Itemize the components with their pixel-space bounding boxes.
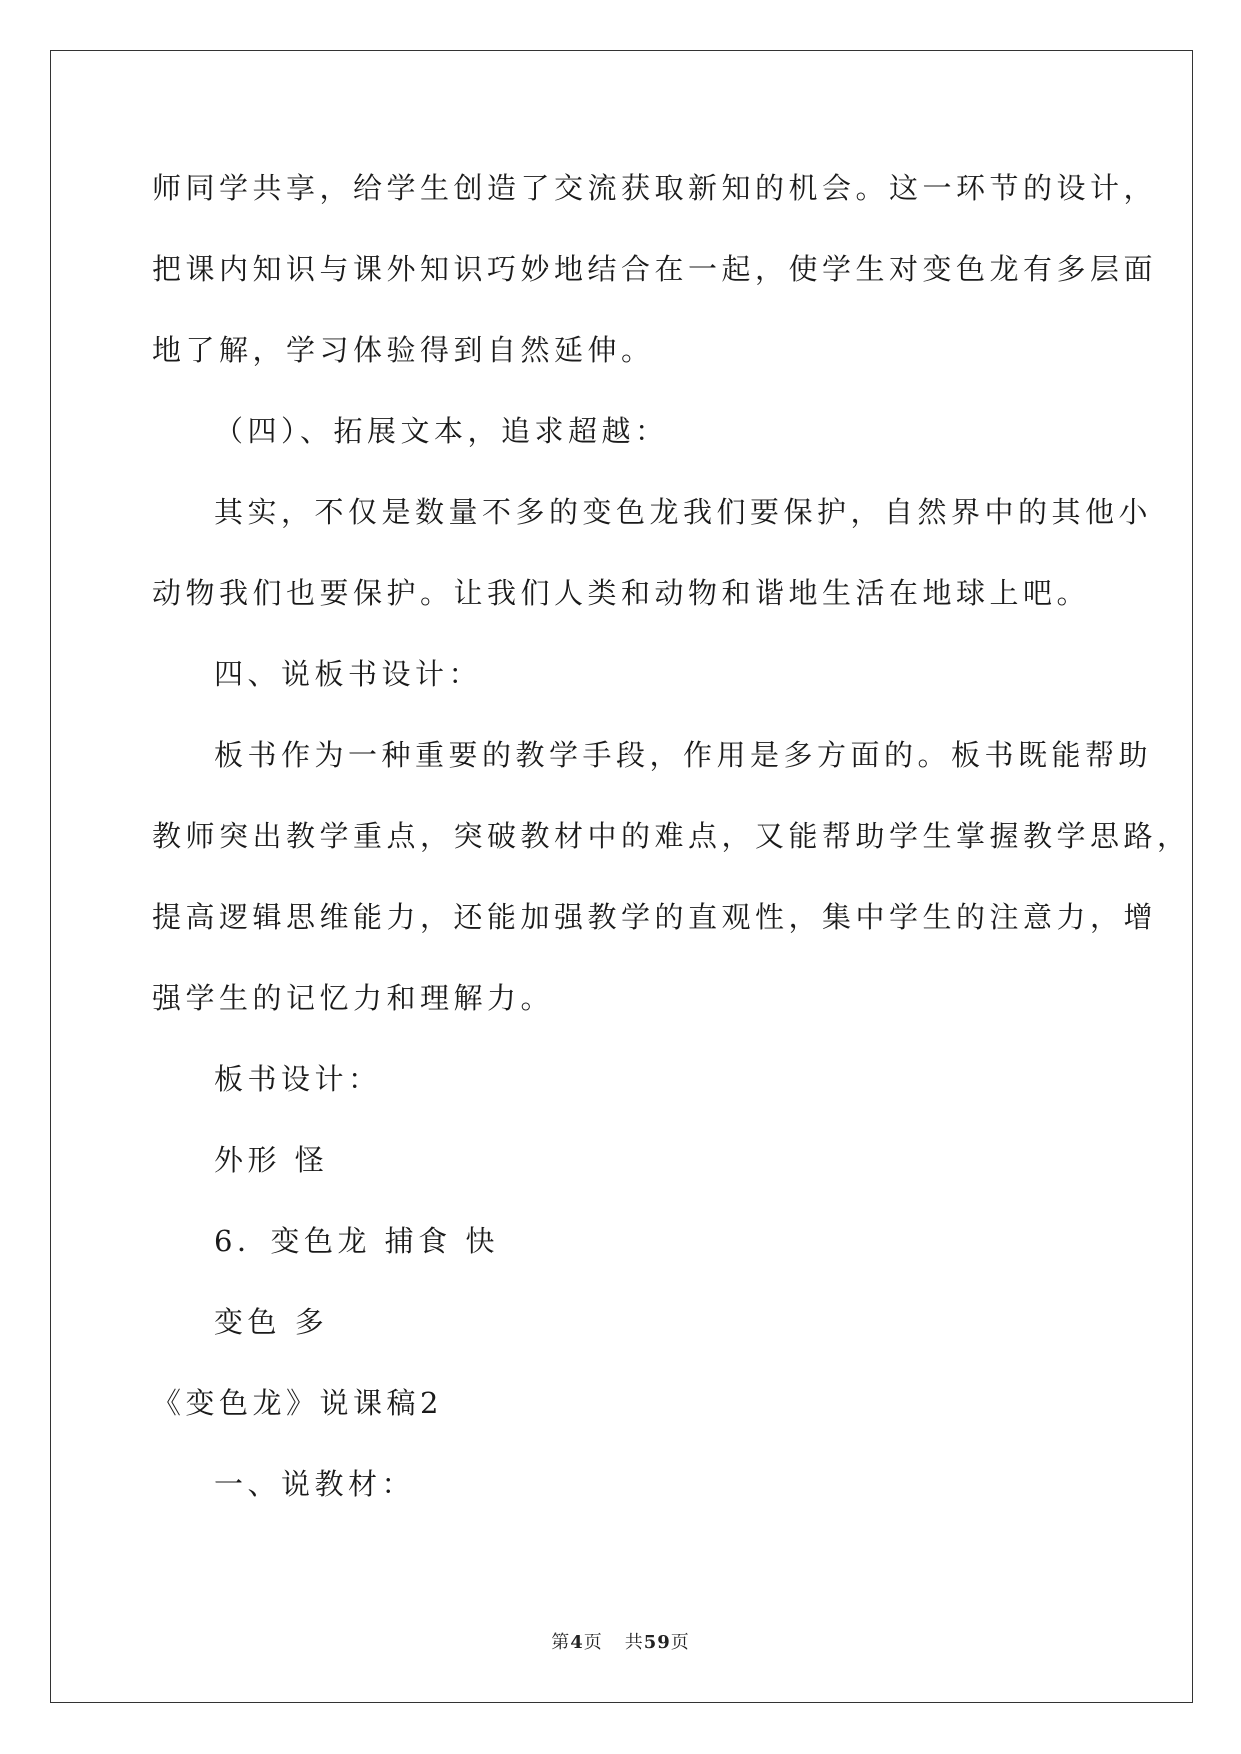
board-item: 6．变色龙 捕食 快 [214,1224,499,1258]
section-heading: （四）、拓展文本，追求超越： [214,414,669,448]
page-footer [0,1628,1241,1654]
page-number: 4 [570,1632,584,1653]
paragraph-line: 教师突出教学重点，突破教材中的难点，又能帮助学生掌握教学思路， [152,819,1191,853]
board-design-heading: 板书设计： [214,1062,382,1096]
board-item: 外形 怪 [214,1143,329,1177]
footer-total-unit: 页 [670,1632,690,1653]
paragraph-line: 师同学共享，给学生创造了交流获取新知的机会。这一环节的设计， [152,171,1158,205]
paragraph-line: 把课内知识与课外知识巧妙地结合在一起，使学生对变色龙有多层面 [152,252,1158,286]
paragraph-line: 地了解，学习体验得到自然延伸。 [152,333,655,367]
footer-total-prefix: 共 [624,1632,644,1653]
section-heading: 一、说教材： [214,1467,416,1501]
paragraph-line: 强学生的记忆力和理解力。 [152,981,555,1015]
document-title: 《变色龙》说课稿2 [152,1386,443,1420]
paragraph-line: 动物我们也要保护。让我们人类和动物和谐地生活在地球上吧。 [152,576,1091,610]
paragraph-line: 其实，不仅是数量不多的变色龙我们要保护，自然界中的其他小 [214,495,1153,529]
total-pages: 59 [643,1632,671,1653]
footer-page-unit: 页 [583,1632,603,1653]
section-heading: 四、说板书设计： [214,657,483,691]
board-item: 变色 多 [214,1305,329,1339]
paragraph-line: 提高逻辑思维能力，还能加强教学的直观性，集中学生的注意力，增 [152,900,1158,934]
paragraph-line: 板书作为一种重要的教学手段，作用是多方面的。板书既能帮助 [214,738,1153,772]
footer-prefix: 第 [551,1632,571,1653]
page-border [50,50,1193,1703]
